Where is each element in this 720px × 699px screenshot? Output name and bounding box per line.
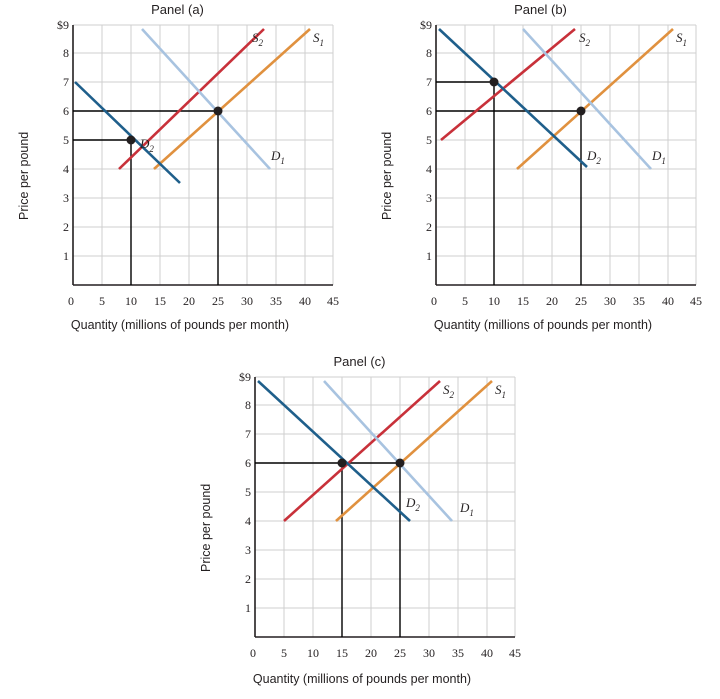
panel-a-label-d1: $D_1$ bbox=[271, 148, 285, 166]
svg-text:45: 45 bbox=[509, 646, 521, 660]
panel-c-x-axis-label: Quantity (millions of pounds per month) bbox=[252, 672, 472, 686]
panel-a-x-axis-label: Quantity (millions of pounds per month) bbox=[70, 318, 290, 332]
panel-a-axes bbox=[73, 25, 333, 285]
svg-text:7: 7 bbox=[426, 75, 432, 89]
svg-text:25: 25 bbox=[212, 294, 224, 308]
panel-a-curve-d1 bbox=[142, 29, 270, 169]
svg-text:7: 7 bbox=[63, 75, 69, 89]
panel-a-svg bbox=[28, 20, 348, 320]
svg-text:40: 40 bbox=[299, 294, 311, 308]
svg-text:20: 20 bbox=[183, 294, 195, 308]
panel-b-y-axis-label: Price per pound bbox=[380, 131, 394, 220]
svg-text:5: 5 bbox=[63, 133, 69, 147]
svg-text:10: 10 bbox=[307, 646, 319, 660]
panel-b-title: Panel (b) bbox=[514, 2, 567, 17]
svg-text:8: 8 bbox=[426, 46, 432, 60]
svg-text:1: 1 bbox=[426, 249, 432, 263]
svg-text:$9: $9 bbox=[420, 20, 432, 32]
panel-b-label-d1: $D_1$ bbox=[652, 148, 666, 166]
panel-a-title: Panel (a) bbox=[151, 2, 204, 17]
svg-text:1: 1 bbox=[63, 249, 69, 263]
svg-text:5: 5 bbox=[281, 646, 287, 660]
svg-text:30: 30 bbox=[241, 294, 253, 308]
panel-c-plot bbox=[210, 372, 530, 672]
svg-text:7: 7 bbox=[245, 427, 251, 441]
panel-c-title: Panel (c) bbox=[333, 354, 386, 369]
panel-c-x-ticklabels bbox=[250, 646, 521, 660]
svg-text:8: 8 bbox=[63, 46, 69, 60]
panel-a-label-s2: $S_2$ bbox=[252, 30, 263, 48]
svg-text:0: 0 bbox=[431, 294, 437, 308]
panel-b-svg bbox=[391, 20, 711, 320]
svg-text:5: 5 bbox=[462, 294, 468, 308]
svg-text:4: 4 bbox=[245, 514, 251, 528]
svg-text:1: 1 bbox=[245, 601, 251, 615]
panel-a-curve-s1 bbox=[154, 29, 310, 169]
panel-a-x-ticklabels bbox=[68, 294, 339, 308]
svg-text:25: 25 bbox=[575, 294, 587, 308]
panel-b-label-s1: $S_1$ bbox=[676, 30, 687, 48]
panel-a-equilibrium-old bbox=[214, 107, 223, 116]
svg-text:0: 0 bbox=[250, 646, 256, 660]
svg-text:30: 30 bbox=[604, 294, 616, 308]
panel-b-curve-s2 bbox=[441, 29, 575, 140]
panel-c-equilibrium-old bbox=[396, 459, 405, 468]
panel-c-label-s1: $S_1$ bbox=[495, 382, 506, 400]
svg-text:15: 15 bbox=[336, 646, 348, 660]
svg-text:30: 30 bbox=[423, 646, 435, 660]
svg-text:$9: $9 bbox=[57, 20, 69, 32]
svg-text:5: 5 bbox=[426, 133, 432, 147]
svg-text:45: 45 bbox=[327, 294, 339, 308]
svg-text:2: 2 bbox=[63, 220, 69, 234]
svg-text:$9: $9 bbox=[239, 372, 251, 384]
svg-text:45: 45 bbox=[690, 294, 702, 308]
panel-a-y-ticklabels bbox=[57, 20, 69, 263]
panel-c-y-axis-label: Price per pound bbox=[199, 483, 213, 572]
panel-c bbox=[182, 352, 537, 697]
panel-b-equilibrium-old bbox=[577, 107, 586, 116]
svg-text:6: 6 bbox=[426, 104, 432, 118]
svg-text:20: 20 bbox=[546, 294, 558, 308]
svg-text:3: 3 bbox=[426, 191, 432, 205]
panel-c-label-s2: $S_2$ bbox=[443, 382, 454, 400]
svg-text:3: 3 bbox=[245, 543, 251, 557]
svg-text:2: 2 bbox=[426, 220, 432, 234]
panel-a-equilibrium-new bbox=[127, 136, 136, 145]
svg-text:5: 5 bbox=[99, 294, 105, 308]
svg-text:10: 10 bbox=[488, 294, 500, 308]
svg-text:15: 15 bbox=[517, 294, 529, 308]
svg-text:4: 4 bbox=[426, 162, 432, 176]
panel-b-label-s2: $S_2$ bbox=[579, 30, 590, 48]
svg-text:20: 20 bbox=[365, 646, 377, 660]
panel-b-x-axis-label: Quantity (millions of pounds per month) bbox=[433, 318, 653, 332]
panel-a-curve-d2 bbox=[75, 82, 180, 183]
svg-text:35: 35 bbox=[633, 294, 645, 308]
panel-b-guides bbox=[436, 82, 581, 285]
panel-b-plot bbox=[391, 20, 711, 320]
panel-b-curve-d2 bbox=[439, 29, 587, 167]
panel-c-axes bbox=[255, 377, 515, 637]
panel-a-gridlines bbox=[73, 25, 333, 285]
panel-c-equilibrium-new bbox=[338, 459, 347, 468]
panel-b-label-d2: $D_2$ bbox=[587, 148, 601, 166]
svg-text:10: 10 bbox=[125, 294, 137, 308]
svg-text:35: 35 bbox=[452, 646, 464, 660]
svg-text:5: 5 bbox=[245, 485, 251, 499]
panel-c-label-d1: $D_1$ bbox=[460, 500, 474, 518]
svg-text:25: 25 bbox=[394, 646, 406, 660]
panel-c-gridlines bbox=[255, 377, 515, 637]
panel-a-label-d2: $D_2$ bbox=[140, 136, 154, 154]
panel-b-equilibrium-new bbox=[490, 78, 499, 87]
svg-text:3: 3 bbox=[63, 191, 69, 205]
panel-c-svg bbox=[210, 372, 530, 672]
svg-text:0: 0 bbox=[68, 294, 74, 308]
svg-text:35: 35 bbox=[270, 294, 282, 308]
svg-text:6: 6 bbox=[245, 456, 251, 470]
svg-text:8: 8 bbox=[245, 398, 251, 412]
panel-c-curve-s2 bbox=[284, 381, 440, 521]
svg-text:2: 2 bbox=[245, 572, 251, 586]
panel-a bbox=[0, 0, 355, 340]
panel-b bbox=[363, 0, 718, 340]
panel-c-label-d2: $D_2$ bbox=[406, 495, 420, 513]
panel-a-label-s1: $S_1$ bbox=[313, 30, 324, 48]
svg-text:6: 6 bbox=[63, 104, 69, 118]
svg-text:40: 40 bbox=[481, 646, 493, 660]
panel-c-y-ticklabels bbox=[239, 372, 251, 615]
panel-a-plot bbox=[28, 20, 348, 320]
panel-a-y-axis-label: Price per pound bbox=[17, 131, 31, 220]
svg-text:4: 4 bbox=[63, 162, 69, 176]
svg-text:15: 15 bbox=[154, 294, 166, 308]
panel-b-y-ticklabels bbox=[420, 20, 432, 263]
panel-b-x-ticklabels bbox=[431, 294, 702, 308]
svg-text:40: 40 bbox=[662, 294, 674, 308]
